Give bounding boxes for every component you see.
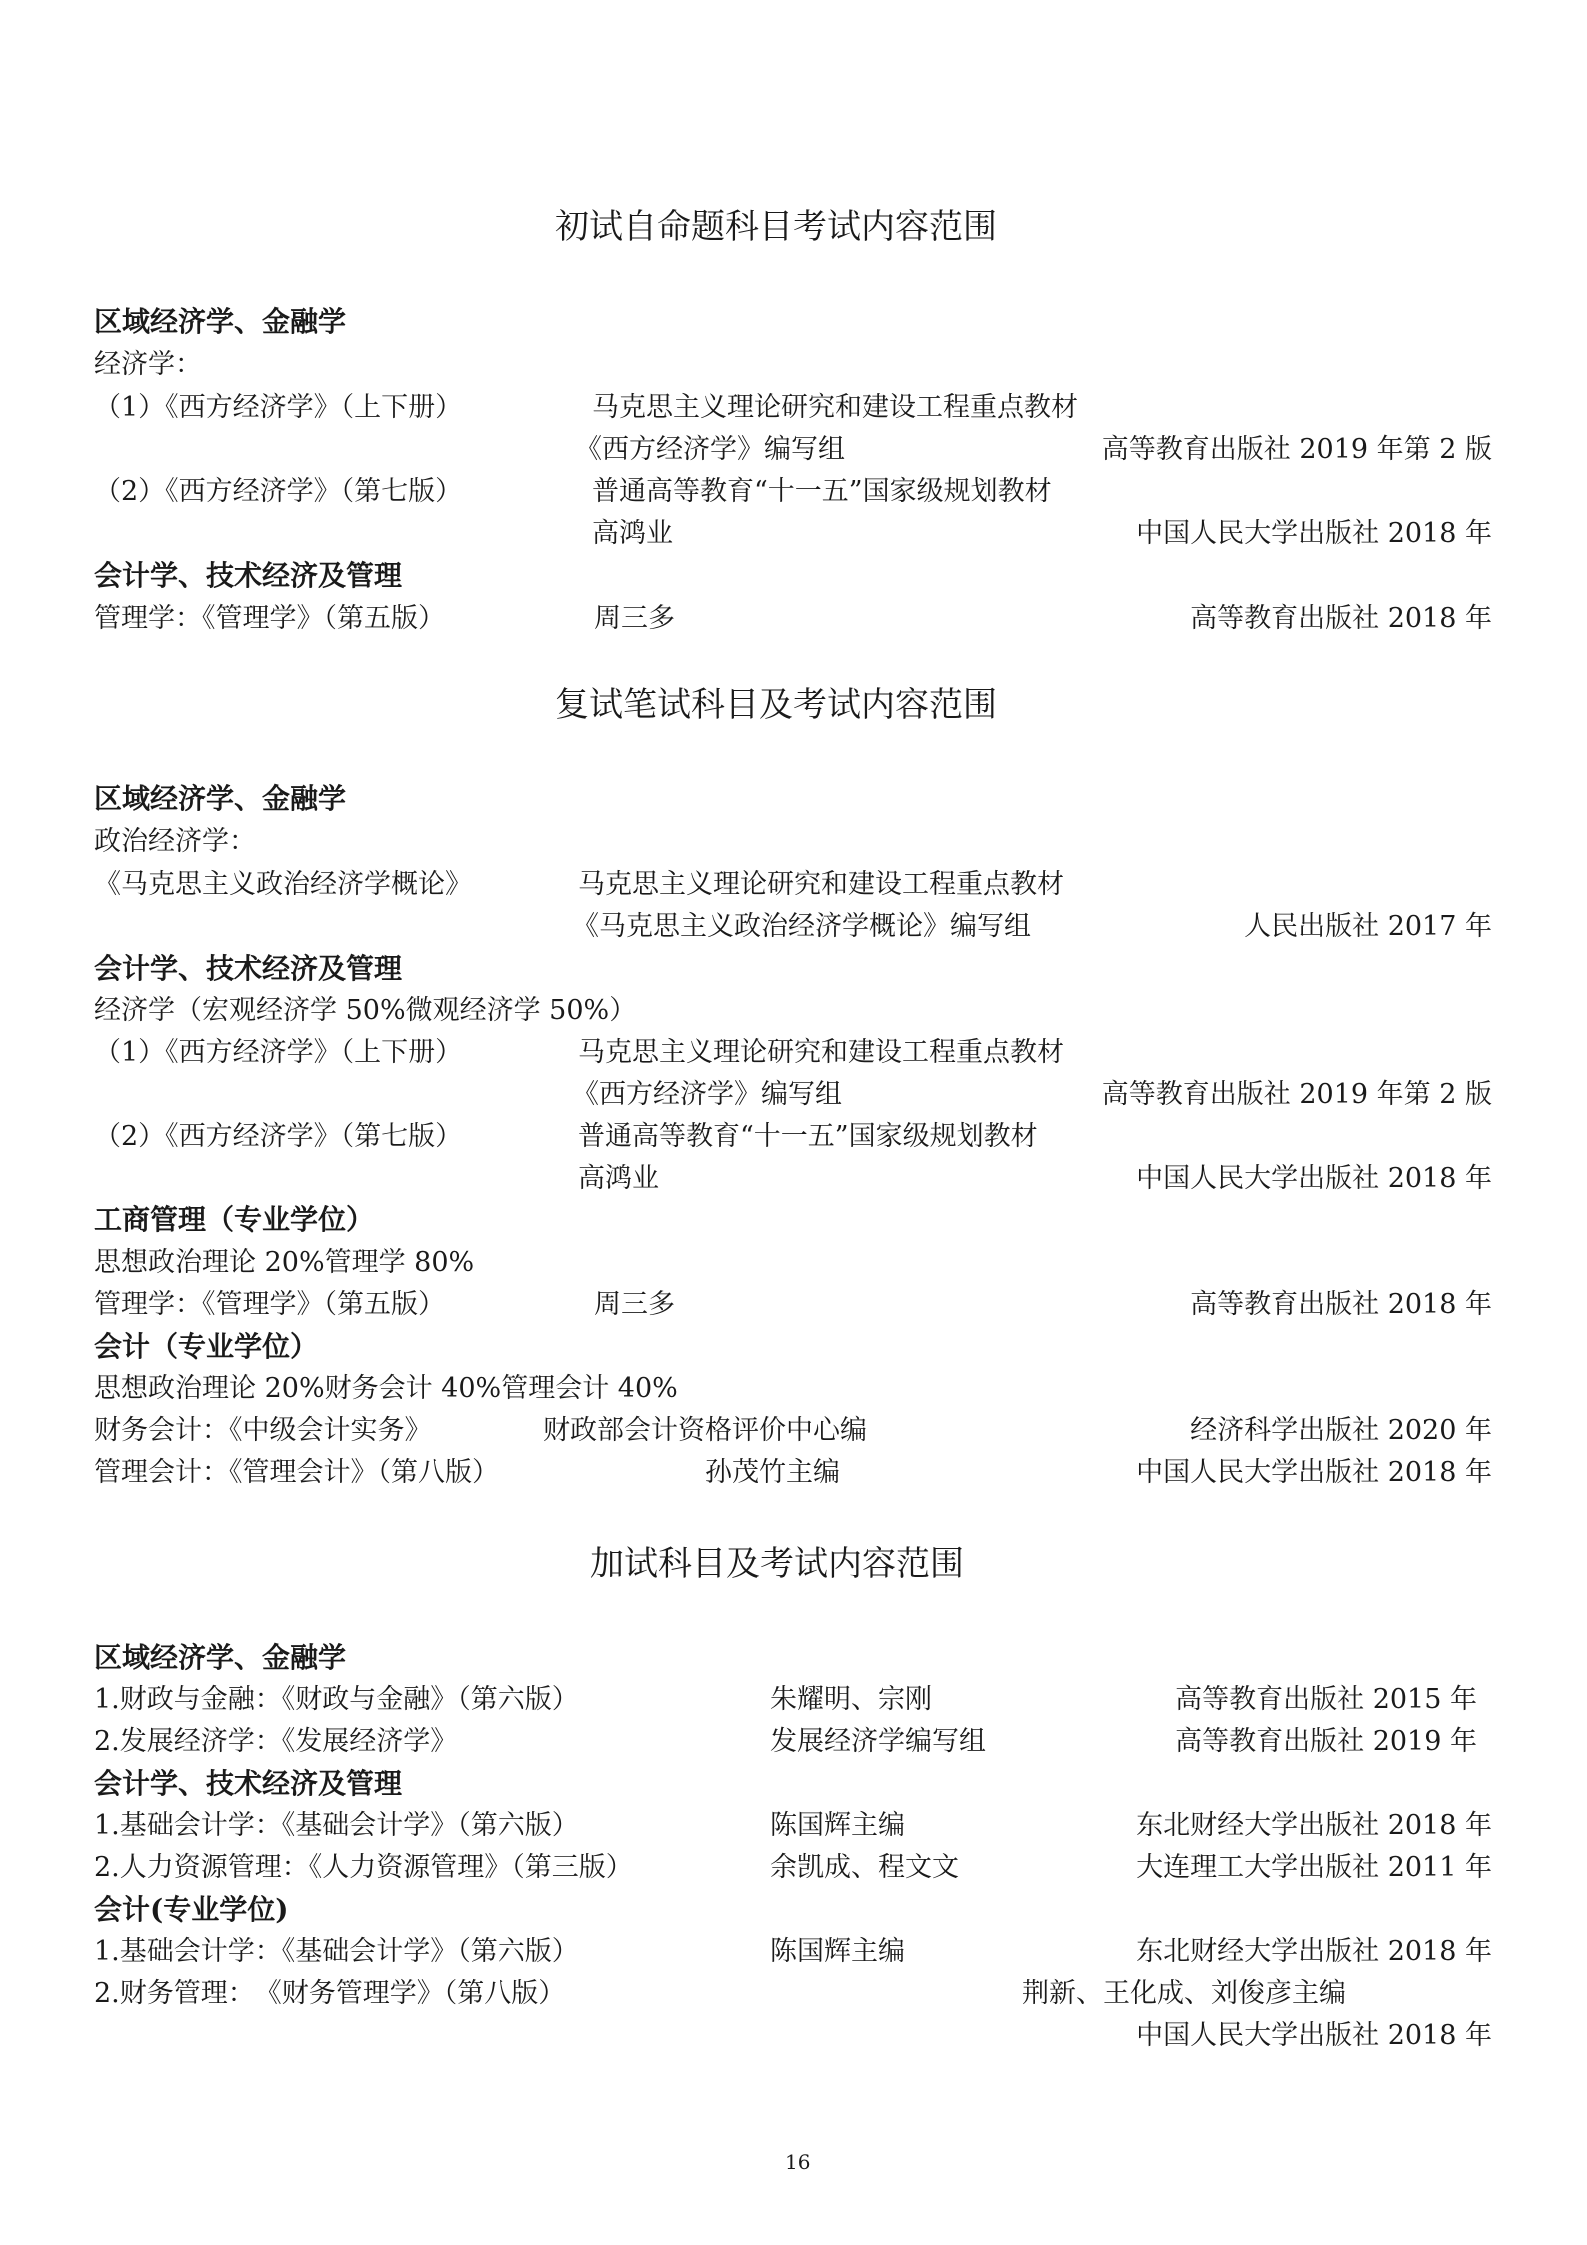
book-series: 普通高等教育“十一五”国家级规划教材 <box>578 1121 1038 1152</box>
subject-line: 经济学（宏观经济学 50%微观经济学 50%） <box>94 995 637 1026</box>
book-author: 朱耀明、宗刚 <box>770 1684 932 1715</box>
subject-line: 思想政治理论 20%财务会计 40%管理会计 40% <box>94 1373 678 1404</box>
section-title-preliminary: 初试自命题科目考试内容范围 <box>555 207 997 247</box>
book-series: 马克思主义理论研究和建设工程重点教材 <box>578 869 1064 900</box>
book-publisher: 高等教育出版社 2018 年 <box>1190 1289 1492 1320</box>
group-heading: 会计学、技术经济及管理 <box>94 952 403 985</box>
book-title: 管理会计：《管理会计》（第八版） <box>94 1457 499 1488</box>
group-heading: 会计（专业学位） <box>94 1330 319 1363</box>
group-heading: 会计学、技术经济及管理 <box>94 1767 403 1800</box>
book-author: 周三多 <box>594 603 675 634</box>
subject-line: 思想政治理论 20%管理学 80% <box>94 1247 475 1278</box>
book-author: 财政部会计资格评价中心编 <box>543 1415 867 1446</box>
book-author: 高鸿业 <box>578 1163 659 1194</box>
book-publisher: 东北财经大学出版社 2018 年 <box>1136 1810 1492 1841</box>
book-title: （2）《西方经济学》（第七版） <box>94 476 463 507</box>
book-title: 2.人力资源管理：《人力资源管理》（第三版） <box>94 1852 633 1883</box>
book-author: 《西方经济学》编写组 <box>575 434 845 465</box>
section-title-retest: 复试笔试科目及考试内容范围 <box>555 685 997 725</box>
subject-line: 经济学： <box>94 349 202 380</box>
book-title: （2）《西方经济学》（第七版） <box>94 1121 463 1152</box>
book-publisher: 大连理工大学出版社 2011 年 <box>1136 1852 1492 1883</box>
book-publisher: 中国人民大学出版社 2018 年 <box>1136 518 1492 549</box>
book-publisher: 高等教育出版社 2019 年第 2 版 <box>1101 434 1492 465</box>
group-heading: 区域经济学、金融学 <box>94 782 347 815</box>
book-author: 孙茂竹主编 <box>705 1457 840 1488</box>
group-heading: 区域经济学、金融学 <box>94 305 347 338</box>
book-title: 1.基础会计学：《基础会计学》（第六版） <box>94 1936 579 1967</box>
book-publisher: 高等教育出版社 2019 年 <box>1175 1726 1477 1757</box>
subject-line: 政治经济学： <box>94 826 256 857</box>
book-series: 马克思主义理论研究和建设工程重点教材 <box>592 392 1078 423</box>
book-publisher: 中国人民大学出版社 2018 年 <box>1136 1163 1492 1194</box>
book-title: （1）《西方经济学》（上下册） <box>94 392 463 423</box>
book-author: 荆新、王化成、刘俊彦主编 <box>1022 1978 1346 2009</box>
book-publisher: 经济科学出版社 2020 年 <box>1190 1415 1492 1446</box>
book-publisher: 高等教育出版社 2015 年 <box>1175 1684 1477 1715</box>
book-title: 管理学：《管理学》（第五版） <box>94 603 445 634</box>
group-heading: 会计(专业学位) <box>94 1893 289 1926</box>
book-title: 1.基础会计学：《基础会计学》（第六版） <box>94 1810 579 1841</box>
book-publisher: 东北财经大学出版社 2018 年 <box>1136 1936 1492 1967</box>
group-heading: 工商管理（专业学位） <box>94 1203 375 1236</box>
book-author: 《马克思主义政治经济学概论》编写组 <box>572 911 1031 942</box>
book-title: 管理学：《管理学》（第五版） <box>94 1289 445 1320</box>
book-title: 2.财务管理： 《财务管理学》（第八版） <box>94 1978 566 2009</box>
section-title-additional: 加试科目及考试内容范围 <box>590 1544 964 1584</box>
book-author: 《西方经济学》编写组 <box>572 1079 842 1110</box>
book-publisher: 中国人民大学出版社 2018 年 <box>1136 2020 1492 2051</box>
book-author: 陈国辉主编 <box>770 1936 905 1967</box>
book-author: 陈国辉主编 <box>770 1810 905 1841</box>
page-number: 16 <box>785 2150 811 2174</box>
book-title: 《马克思主义政治经济学概论》 <box>94 869 472 900</box>
book-title: 财务会计：《中级会计实务》 <box>94 1415 432 1446</box>
book-publisher: 高等教育出版社 2018 年 <box>1190 603 1492 634</box>
book-author: 周三多 <box>594 1289 675 1320</box>
book-publisher: 中国人民大学出版社 2018 年 <box>1136 1457 1492 1488</box>
book-author: 发展经济学编写组 <box>770 1726 986 1757</box>
book-publisher: 高等教育出版社 2019 年第 2 版 <box>1101 1079 1492 1110</box>
book-series: 普通高等教育“十一五”国家级规划教材 <box>592 476 1052 507</box>
book-series: 马克思主义理论研究和建设工程重点教材 <box>578 1037 1064 1068</box>
book-publisher: 人民出版社 2017 年 <box>1244 911 1492 942</box>
book-title: 1.财政与金融：《财政与金融》（第六版） <box>94 1684 579 1715</box>
book-title: （1）《西方经济学》（上下册） <box>94 1037 463 1068</box>
book-title: 2.发展经济学：《发展经济学》 <box>94 1726 458 1757</box>
book-author: 余凯成、程文文 <box>770 1852 959 1883</box>
group-heading: 区域经济学、金融学 <box>94 1641 347 1674</box>
book-author: 高鸿业 <box>592 518 673 549</box>
group-heading: 会计学、技术经济及管理 <box>94 559 403 592</box>
